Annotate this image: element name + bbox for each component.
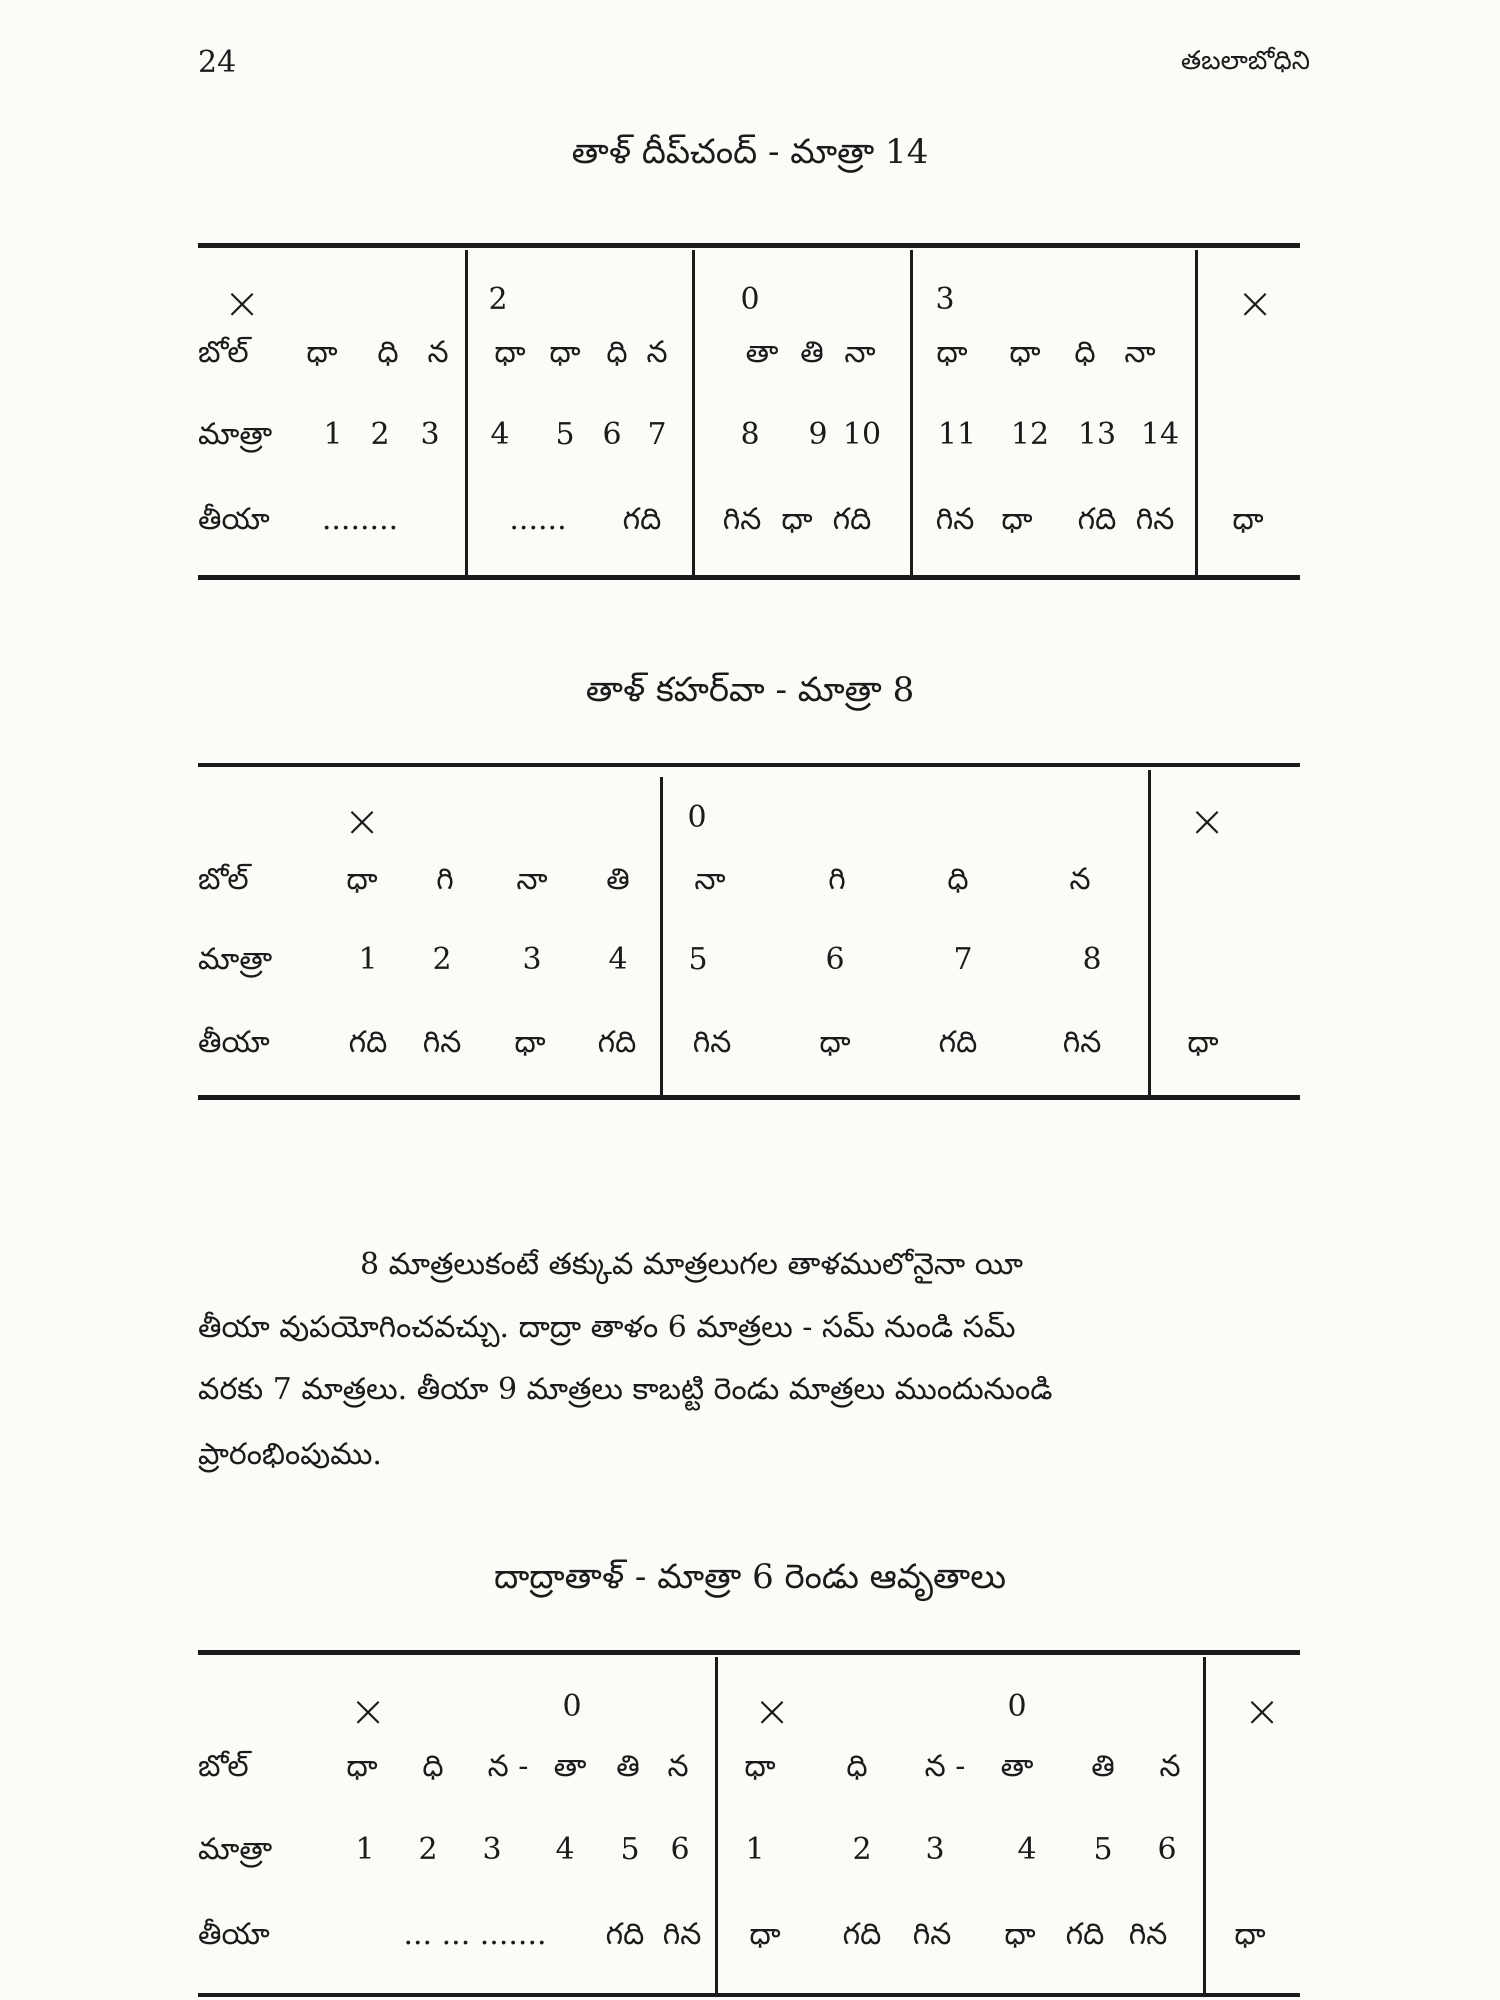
table3-matra: 6: [1157, 1832, 1177, 1867]
table1-matra: 13: [1077, 417, 1117, 452]
table3-mark: 0: [562, 1689, 582, 1724]
table2-bol: తి: [606, 862, 630, 897]
table1-matra-label: మాత్రా: [198, 417, 273, 452]
table2-bol: నా: [694, 862, 726, 897]
table3-bol: తి: [616, 1749, 640, 1784]
table2-matra: 1: [358, 942, 378, 977]
table1-bol: నా: [844, 335, 876, 370]
table1-tiya-label: తీయా: [198, 502, 270, 537]
table1-mark: 2: [488, 282, 508, 317]
table1-bol: న: [646, 335, 668, 370]
table2-matra: 6: [825, 942, 845, 977]
table1-divider: [465, 250, 468, 575]
table2-bol: ధి: [947, 862, 969, 897]
table1-matra: 9: [808, 417, 828, 452]
table3-tiya: ధా: [1004, 1917, 1036, 1952]
table3-mark: 0: [1007, 1689, 1027, 1724]
table2-divider: [660, 777, 663, 1095]
paragraph-line: 8 మాత్రలుకంటే తక్కువ మాత్రలుగల తాళములోనైనా యీ: [360, 1247, 1023, 1282]
table1-matra: 1: [323, 417, 343, 452]
table1-bol: ధి: [1074, 335, 1096, 370]
table3-bol: తా: [1000, 1749, 1034, 1784]
table3-tiya: గిన: [662, 1917, 702, 1952]
table1-top-rule: [198, 243, 1300, 248]
table2-title: తాళ్ కహర్‌వా - మాత్రా 8: [585, 670, 915, 710]
table1-matra: 2: [370, 417, 390, 452]
table3-tiya: ధా: [749, 1917, 781, 1952]
table2-tiya: ధా: [1187, 1025, 1219, 1060]
table3-matra: 5: [620, 1832, 640, 1867]
table2-bottom-rule: [198, 1095, 1300, 1100]
table3-bottom-rule: [198, 1993, 1300, 1997]
table1-tiya: ........: [321, 502, 399, 537]
table1-tiya: ధా: [1001, 502, 1033, 537]
table3-matra: 1: [745, 1832, 765, 1867]
table3-bol-label: బోల్: [198, 1749, 249, 1784]
table2-matra: 8: [1082, 942, 1102, 977]
table3-tiya-label: తీయా: [198, 1917, 270, 1952]
table2-matra: 7: [953, 942, 973, 977]
table3-matra: 3: [482, 1832, 502, 1867]
table3-matra: 6: [670, 1832, 690, 1867]
table3-title: దాద్రాతాళ్ - మాత్రా 6 రెండు ఆవృతాలు: [493, 1557, 1007, 1597]
table1-bol: ధా: [549, 335, 581, 370]
table1-bol-label: బోల్: [198, 335, 249, 370]
running-title: తబలాబోధిని: [1180, 46, 1310, 76]
table1-bol: న: [427, 335, 449, 370]
paragraph-line: వరకు 7 మాత్రలు. తీయా 9 మాత్రలు కాబట్టి రెండు మాత్రలు ముందునుండి: [198, 1372, 1053, 1407]
table3-matra: 3: [925, 1832, 945, 1867]
table1-bol: ధా: [936, 335, 968, 370]
table1-tiya: గిన: [1135, 502, 1175, 537]
table2-bol: ధా: [346, 862, 378, 897]
paragraph-line: ప్రారంభింపుము.: [198, 1437, 382, 1472]
table1-tiya: గది: [1077, 502, 1117, 537]
table2-bol: నా: [516, 862, 548, 897]
table3-divider: [1203, 1657, 1206, 1993]
table3-mark-sam: ×: [753, 1686, 791, 1737]
table2-bol: గి: [436, 862, 454, 897]
table2-bol: న: [1069, 862, 1091, 897]
table2-tiya-label: తీయా: [198, 1025, 270, 1060]
table2-bol-label: బోల్: [198, 862, 249, 897]
table1-matra: 5: [555, 417, 575, 452]
table2-tiya: ధా: [514, 1025, 546, 1060]
table1-bottom-rule: [198, 575, 1300, 580]
table3-bol: ధా: [744, 1749, 776, 1784]
table1-bol: తి: [800, 335, 824, 370]
table3-tiya: ... ... .......: [403, 1917, 547, 1952]
table3-mark-sam: ×: [349, 1686, 387, 1737]
table1-mark-sam: ×: [223, 278, 261, 329]
table1-matra: 4: [490, 417, 510, 452]
table2-tiya: గది: [938, 1025, 978, 1060]
table3-matra: 5: [1093, 1832, 1113, 1867]
table1-mark: 3: [935, 282, 955, 317]
table3-tiya: గది: [842, 1917, 882, 1952]
table3-divider: [715, 1657, 718, 1993]
table1-tiya: గది: [622, 502, 662, 537]
table2-matra: 4: [608, 942, 628, 977]
table1-tiya: గిన: [722, 502, 762, 537]
table1-tiya: గిన: [935, 502, 975, 537]
table1-divider: [692, 250, 695, 575]
table2-tiya: గది: [597, 1025, 637, 1060]
table1-bol: ధా: [1009, 335, 1041, 370]
table3-bol: న: [667, 1749, 689, 1784]
table2-bol: గి: [828, 862, 846, 897]
table3-mark-sam: ×: [1243, 1686, 1281, 1737]
table3-bol: న: [1159, 1749, 1181, 1784]
table1-divider: [1195, 250, 1198, 575]
table1-bol: ధా: [306, 335, 338, 370]
table3-tiya: గది: [605, 1917, 645, 1952]
table2-tiya: గిన: [1062, 1025, 1102, 1060]
table3-matra: 1: [355, 1832, 375, 1867]
page-number: 24: [198, 45, 237, 80]
table3-bol: ధి: [422, 1749, 444, 1784]
table2-mark-sam: ×: [1188, 796, 1226, 847]
table1-matra: 12: [1010, 417, 1050, 452]
table1-bol: తా: [745, 335, 779, 370]
table1-matra: 10: [842, 417, 882, 452]
table3-tiya: ధా: [1234, 1917, 1266, 1952]
table3-tiya: గది: [1065, 1917, 1105, 1952]
table2-tiya: గది: [348, 1025, 388, 1060]
table1-matra: 7: [647, 417, 667, 452]
table1-tiya: ధా: [781, 502, 813, 537]
table3-bol: ధా: [346, 1749, 378, 1784]
table2-matra: 2: [432, 942, 452, 977]
table2-mark: 0: [687, 800, 707, 835]
table3-matra: 2: [418, 1832, 438, 1867]
table3-matra: 2: [852, 1832, 872, 1867]
table1-mark-sam: ×: [1236, 278, 1274, 329]
table1-bol: ధి: [377, 335, 399, 370]
table1-bol: ధి: [606, 335, 628, 370]
table1-bol: నా: [1124, 335, 1156, 370]
table1-title: తాళ్ దీప్‌చంద్ - మాత్రా 14: [571, 132, 929, 172]
table2-top-rule: [198, 763, 1300, 767]
table3-bol: ధి: [846, 1749, 868, 1784]
table3-tiya: గిన: [912, 1917, 952, 1952]
table3-bol: తి: [1091, 1749, 1115, 1784]
table1-tiya: ధా: [1232, 502, 1264, 537]
table2-mark-sam: ×: [343, 796, 381, 847]
table2-divider: [1148, 770, 1151, 1095]
table3-bol: తా: [553, 1749, 587, 1784]
table3-bol: న -: [487, 1749, 529, 1784]
table1-mark: 0: [740, 282, 760, 317]
table2-matra: 5: [688, 942, 708, 977]
table3-matra-label: మాత్రా: [198, 1832, 273, 1867]
table2-tiya: ధా: [819, 1025, 851, 1060]
table3-tiya: గిన: [1128, 1917, 1168, 1952]
table3-top-rule: [198, 1650, 1300, 1655]
table1-matra: 6: [602, 417, 622, 452]
table3-matra: 4: [555, 1832, 575, 1867]
table1-matra: 3: [420, 417, 440, 452]
table1-matra: 8: [740, 417, 760, 452]
table1-tiya: గది: [832, 502, 872, 537]
table1-bol: ధా: [494, 335, 526, 370]
table3-matra: 4: [1017, 1832, 1037, 1867]
table1-divider: [910, 250, 913, 575]
table3-bol: న -: [924, 1749, 966, 1784]
table2-matra-label: మాత్రా: [198, 942, 273, 977]
table2-matra: 3: [522, 942, 542, 977]
table1-tiya: ......: [509, 502, 567, 537]
table2-tiya: గిన: [692, 1025, 732, 1060]
table1-matra: 11: [937, 417, 977, 452]
table1-matra: 14: [1140, 417, 1180, 452]
table2-tiya: గిన: [422, 1025, 462, 1060]
paragraph-line: తీయా వుపయోగించవచ్చు. దాద్రా తాళం 6 మాత్రలు - సమ్ నుండి సమ్: [198, 1310, 1016, 1345]
